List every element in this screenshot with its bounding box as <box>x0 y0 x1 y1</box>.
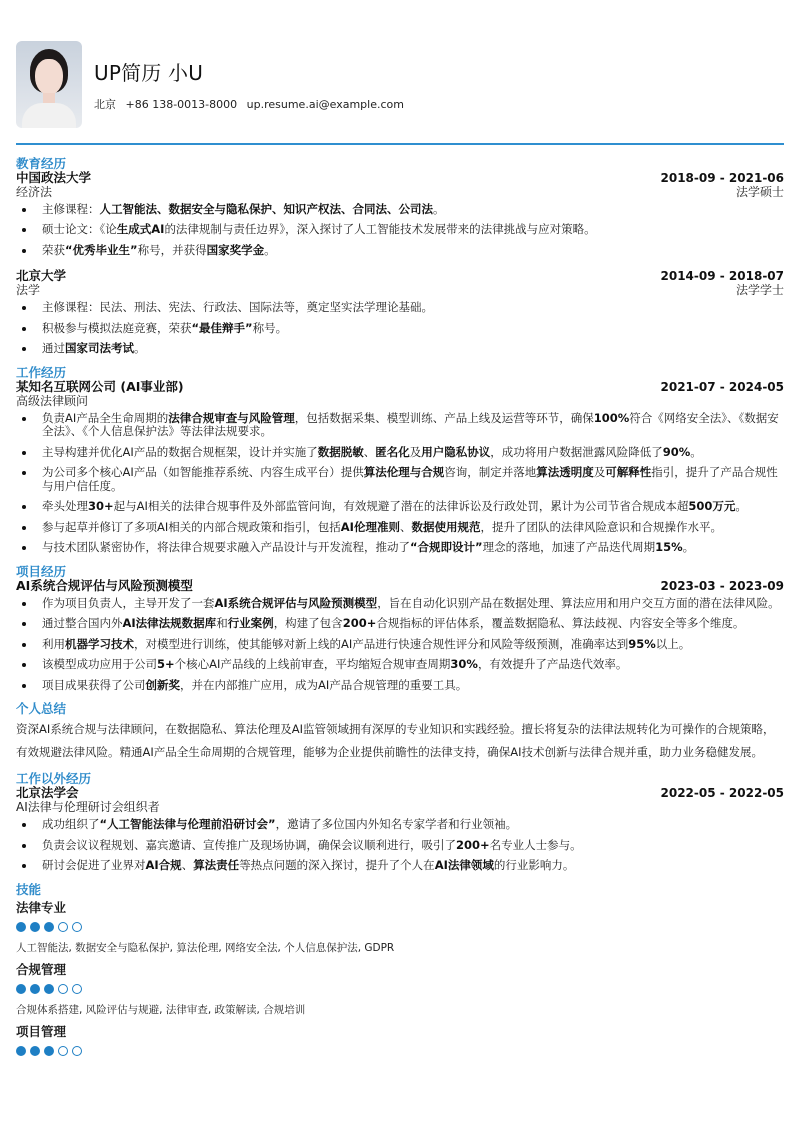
section-title: 个人总结 <box>16 701 67 716</box>
skill-item <box>16 901 784 955</box>
bullet-item: 牵头处理30+起与AI相关的法律合规事件及外部监管问询，有效规避了潜在的法律诉讼及行政处罚，累计为公司节省合规成本超500万元。 <box>16 500 784 514</box>
bullet-item: 为公司多个核心AI产品（如智能推荐系统、内容生成平台）提供算法伦理与合规咨询，制定并落地算法透明度及可解释性指引，提升了产品合规性与用户信任度。 <box>16 466 784 493</box>
date-range: 2018-09 - 2021-06 <box>660 170 784 185</box>
empty-dot-icon <box>58 922 68 932</box>
bullet-item: 利用机器学习技术，对模型进行训练，使其能够对新上线的AI产品进行快速合规性评分和风险等级预测，准确率达到95%以上。 <box>16 638 784 652</box>
bullet-item: 主导构建并优化AI产品的数据合规框架，设计并实施了数据脱敏、匿名化及用户隐私协议，成功将用户数据泄露风险降低了90%。 <box>16 446 784 460</box>
major: 经济法 <box>16 184 53 199</box>
bullet-list <box>16 818 784 873</box>
education-section <box>16 157 784 356</box>
bullet-list <box>16 301 784 356</box>
filled-dot-icon <box>30 1046 40 1056</box>
work-entry <box>16 380 784 555</box>
project-name: AI系统合规评估与风险预测模型 <box>16 577 193 593</box>
bullet-item: 主修课程：人工智能法、数据安全与隐私保护、知识产权法、合同法、公司法。 <box>16 203 784 217</box>
bullet-item: 通过整合国内外AI法律法规数据库和行业案例，构建了包含200+合规指标的评估体系，覆盖数据隐私、算法歧视、内容安全等多个维度。 <box>16 617 784 631</box>
bullet-item: 作为项目负责人，主导开发了一套AI系统合规评估与风险预测模型，旨在自动化识别产品在数据处理、算法应用和用户交互方面的潜在法律风险。 <box>16 597 784 611</box>
skill-item <box>16 963 784 1017</box>
resume-header <box>16 40 784 128</box>
filled-dot-icon <box>44 922 54 932</box>
skill-keywords: 人工智能法, 数据安全与隐私保护, 算法伦理, 网络安全法, 个人信息保护法, GDPR <box>16 941 395 954</box>
skill-name: 项目管理 <box>16 1023 67 1039</box>
section-title: 技能 <box>16 881 42 897</box>
section-title: 工作以外经历 <box>16 771 92 786</box>
skills-list <box>16 901 784 1056</box>
city: 北京 <box>94 97 116 111</box>
skill-item <box>16 1025 784 1056</box>
degree: 法学硕士 <box>735 184 784 199</box>
bullet-item: 通过国家司法考试。 <box>16 342 784 356</box>
section-title: 教育经历 <box>16 155 67 171</box>
empty-dot-icon <box>72 984 82 994</box>
date-range: 2014-09 - 2018-07 <box>660 269 784 283</box>
section-title: 工作经历 <box>16 364 67 380</box>
skill-name: 法律专业 <box>16 899 67 915</box>
skill-name: 合规管理 <box>16 961 67 977</box>
summary-section <box>16 702 784 764</box>
summary-text: 资深AI系统合规与法律顾问，在数据隐私、算法伦理及AI监管领域拥有深厚的专业知识和实践经验。擅长将复杂的法律法规转化为可操作的合规策略，有效规避法律风险。精通AI产品全生命周期的合规管理，能够为企业提供前瞻性的法律支持，确保AI技术创新与法律合规并重，助力业务稳健发展。 <box>16 722 775 759</box>
education-entry <box>16 171 784 258</box>
filled-dot-icon <box>16 1046 26 1056</box>
phone: +86 138-0013-8000 <box>125 97 238 111</box>
bullet-list <box>16 597 784 693</box>
filled-dot-icon <box>44 1046 54 1056</box>
avatar <box>16 41 82 128</box>
skill-level-dots <box>16 1046 784 1056</box>
org-name: 北京法学会 <box>16 785 79 800</box>
email: up.resume.ai@example.com <box>246 97 404 111</box>
skill-level-dots <box>16 922 784 932</box>
contact-line <box>94 96 410 112</box>
extra-entry <box>16 786 784 873</box>
bullet-list <box>16 203 784 258</box>
section-title: 项目经历 <box>16 563 67 579</box>
extra-section <box>16 772 784 873</box>
filled-dot-icon <box>44 984 54 994</box>
empty-dot-icon <box>72 922 82 932</box>
empty-dot-icon <box>72 1046 82 1056</box>
major: 法学 <box>16 283 41 297</box>
org-role: AI法律与伦理研讨会组织者 <box>16 800 160 814</box>
filled-dot-icon <box>30 922 40 932</box>
candidate-name: UP简历 小U <box>94 60 204 85</box>
empty-dot-icon <box>58 984 68 994</box>
filled-dot-icon <box>16 984 26 994</box>
date-range: 2023-03 - 2023-09 <box>660 578 784 593</box>
projects-section <box>16 565 784 693</box>
bullet-item: 主修课程：民法、刑法、宪法、行政法、国际法等，奠定坚实法学理论基础。 <box>16 301 784 315</box>
date-range: 2022-05 - 2022-05 <box>660 786 784 800</box>
bullet-item: 负责会议议程规划、嘉宾邀请、宣传推广及现场协调，确保会议顺利进行，吸引了200+名专业人士参与。 <box>16 839 784 853</box>
date-range: 2021-07 - 2024-05 <box>660 379 784 394</box>
resume-page <box>16 40 784 1056</box>
filled-dot-icon <box>16 922 26 932</box>
company-name: 某知名互联网公司 (AI事业部) <box>16 378 184 394</box>
bullet-item: 荣获“优秀毕业生”称号，并获得国家奖学金。 <box>16 244 784 258</box>
skill-level-dots <box>16 984 784 994</box>
work-section <box>16 366 784 555</box>
bullet-item: 该模型成功应用于公司5+个核心AI产品线的上线前审查，平均缩短合规审查周期30%，有效提升了产品迭代效率。 <box>16 658 784 672</box>
skill-keywords: 合规体系搭建, 风险评估与规避, 法律审查, 政策解读, 合规培训 <box>16 1003 306 1016</box>
skills-section <box>16 883 784 1056</box>
bullet-item: 成功组织了“人工智能法律与伦理前沿研讨会”，邀请了多位国内外知名专家学者和行业领袖。 <box>16 818 784 832</box>
bullet-item: 与技术团队紧密协作，将法律合规要求融入产品设计与开发流程，推动了“合规即设计”理念的落地，加速了产品迭代周期15%。 <box>16 541 784 555</box>
bullet-item: 硕士论文：《论生成式AI的法律规制与责任边界》，深入探讨了人工智能技术发展带来的法律挑战与应对策略。 <box>16 223 784 237</box>
header-divider <box>16 143 784 145</box>
school-name: 中国政法大学 <box>16 169 92 185</box>
header-info <box>94 57 410 112</box>
filled-dot-icon <box>30 984 40 994</box>
bullet-item: 负责AI产品全生命周期的法律合规审查与风险管理，包括数据采集、模型训练、产品上线及运营等环节，确保100%符合《网络安全法》、《数据安全法》、《个人信息保护法》等法律法规要求。 <box>16 412 784 439</box>
education-entry <box>16 269 784 356</box>
school-name: 北京大学 <box>16 268 67 283</box>
bullet-item: 参与起草并修订了多项AI相关的内部合规政策和指引，包括AI伦理准则、数据使用规范，提升了团队的法律风险意识和合规操作水平。 <box>16 521 784 535</box>
bullet-item: 研讨会促进了业界对AI合规、算法责任等热点问题的深入探讨，提升了个人在AI法律领域的行业影响力。 <box>16 859 784 873</box>
bullet-item: 项目成果获得了公司创新奖，并在内部推广应用，成为AI产品合规管理的重要工具。 <box>16 679 784 693</box>
empty-dot-icon <box>58 1046 68 1056</box>
job-role: 高级法律顾问 <box>16 393 89 408</box>
bullet-item: 积极参与模拟法庭竞赛，荣获“最佳辩手”称号。 <box>16 322 784 336</box>
project-entry <box>16 579 784 693</box>
degree: 法学学士 <box>735 283 784 297</box>
bullet-list <box>16 412 784 555</box>
